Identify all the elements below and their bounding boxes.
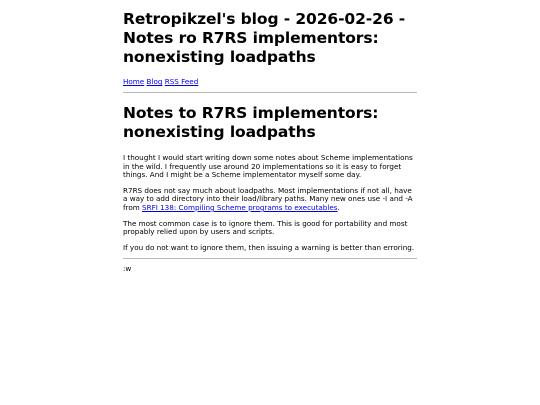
nav-link-rss[interactable]: RSS Feed: [164, 77, 199, 86]
post-paragraph-2: [123, 187, 417, 213]
srfi-138-link[interactable]: SRFI 138: Compiling Scheme programs to executables: [142, 202, 338, 212]
post-paragraph-3: The most common case is to ignore them. This is good for portability and most propably relied upon by users and scripts.: [123, 218, 408, 237]
post-paragraph-2-end: .: [337, 202, 340, 212]
nav-link-blog[interactable]: Blog: [146, 77, 163, 86]
nav-bar: [123, 77, 417, 87]
header-divider: [123, 92, 417, 93]
post-paragraph-4: If you do not want to ignore them, then issuing a warning is better than erroring.: [123, 242, 415, 252]
nav-link-home[interactable]: Home: [123, 77, 145, 86]
site-title: Retropikzel's blog - 2026-02-26 - Notes ro R7RS implementors: nonexisting loadpaths: [123, 10, 406, 66]
post-paragraph-1: I thought I would start writing down some notes about Scheme implementations in the wild. I frequently use around 20 implementations so it is easy to forget things. And I might be a Scheme implementator myself some day.: [123, 153, 413, 180]
footer-text: :w: [123, 264, 132, 274]
page: [123, 10, 417, 273]
post-paragraph-2-text: R7RS does not say much about loadpaths. Most implementations if not all, have a way to add directory into their load/library paths. Many new ones use -I and -A from: [123, 185, 413, 212]
post-title: Notes to R7RS implementors: nonexisting loadpaths: [123, 104, 379, 141]
footer-divider: [123, 258, 417, 259]
